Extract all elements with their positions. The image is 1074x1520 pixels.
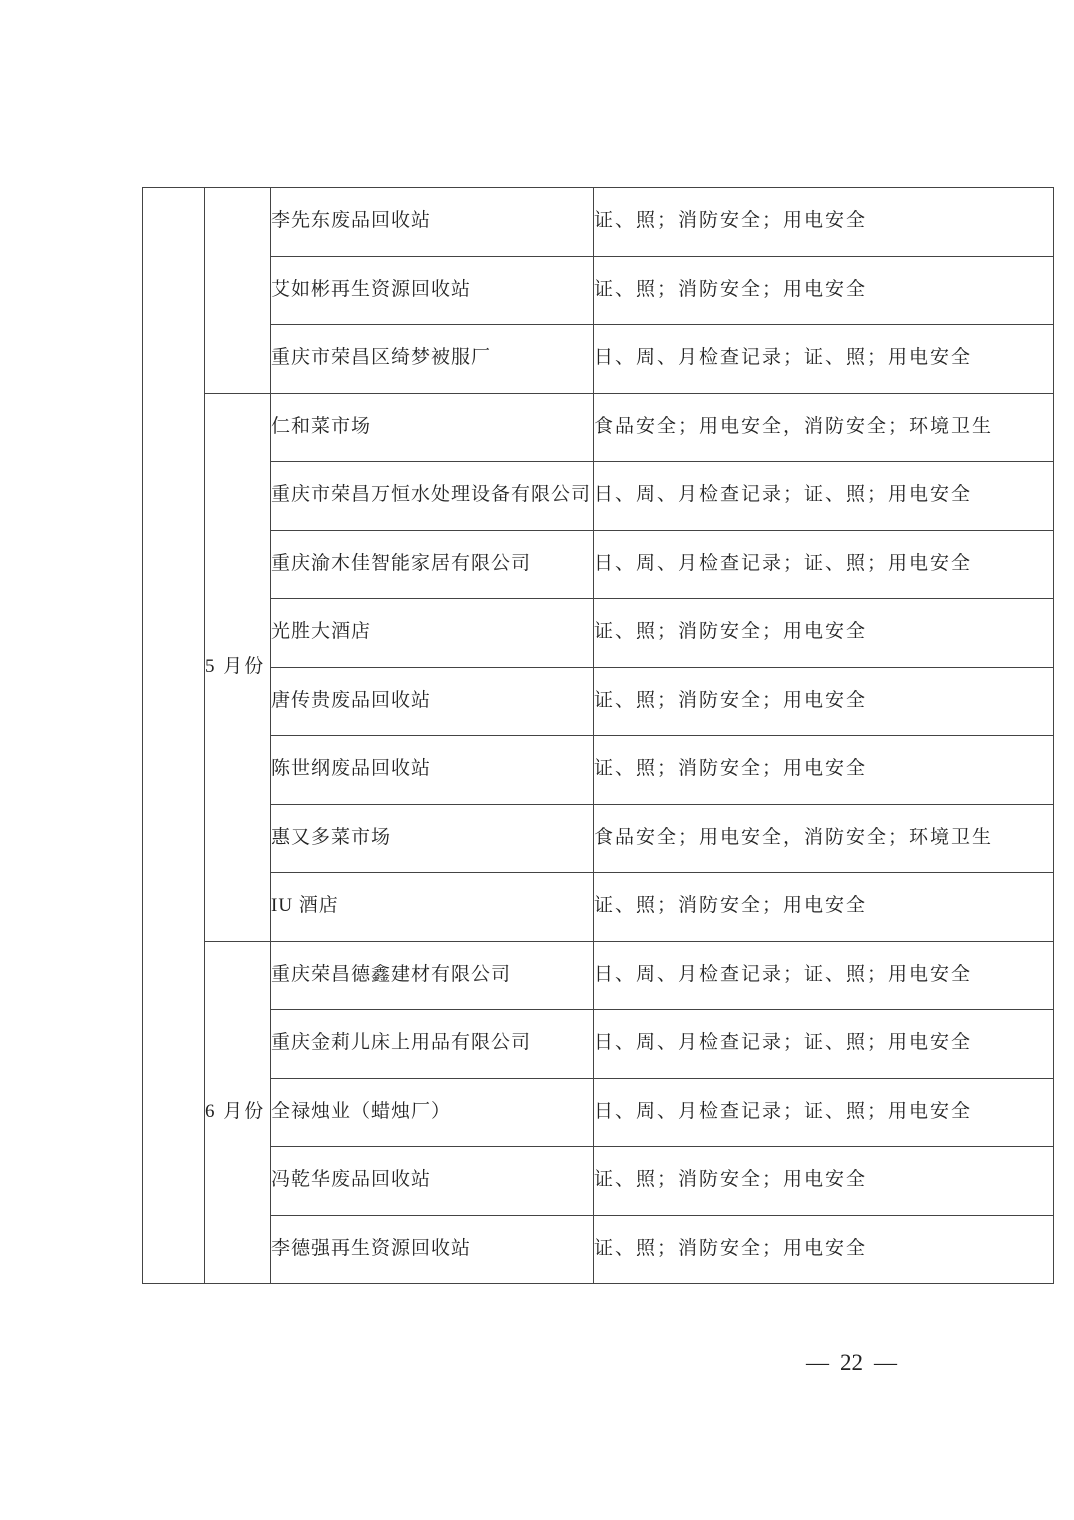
table-row	[143, 941, 1054, 1010]
inspection-items-cell: 证、照；消防安全；用电安全	[594, 1147, 1054, 1216]
inspection-items-cell: 日、周、月检查记录；证、照；用电安全	[594, 1010, 1054, 1079]
site-name-cell: 重庆金莉儿床上用品有限公司	[271, 1010, 594, 1079]
inspection-table	[142, 187, 1054, 1284]
month-label-cell	[205, 188, 271, 394]
table-row	[143, 1147, 1054, 1216]
month-label-cell: 6 月份	[205, 941, 271, 1284]
inspection-items-cell: 证、照；消防安全；用电安全	[594, 1215, 1054, 1284]
site-name-cell: 李先东废品回收站	[271, 188, 594, 257]
footer-page-number: 22	[840, 1350, 863, 1375]
site-name-cell: 艾如彬再生资源回收站	[271, 256, 594, 325]
table-row	[143, 1010, 1054, 1079]
site-name-cell: 全禄烛业（蜡烛厂）	[271, 1078, 594, 1147]
left-spanner-cell	[143, 188, 205, 1284]
site-name-cell: 重庆渝木佳智能家居有限公司	[271, 530, 594, 599]
table-row	[143, 325, 1054, 394]
footer-left-dash: —	[806, 1350, 829, 1375]
table-row	[143, 599, 1054, 668]
inspection-items-cell: 日、周、月检查记录；证、照；用电安全	[594, 462, 1054, 531]
site-name-cell: 陈世纲废品回收站	[271, 736, 594, 805]
site-name-cell: 重庆市荣昌万恒水处理设备有限公司	[271, 462, 594, 531]
inspection-items-cell: 日、周、月检查记录；证、照；用电安全	[594, 941, 1054, 1010]
table-row	[143, 256, 1054, 325]
table-row	[143, 873, 1054, 942]
inspection-items-cell: 日、周、月检查记录；证、照；用电安全	[594, 1078, 1054, 1147]
inspection-items-cell: 证、照；消防安全；用电安全	[594, 256, 1054, 325]
footer-right-dash: —	[874, 1350, 897, 1375]
inspection-items-cell: 证、照；消防安全；用电安全	[594, 873, 1054, 942]
site-name-cell: 唐传贵废品回收站	[271, 667, 594, 736]
inspection-items-cell: 食品安全；用电安全，消防安全；环境卫生	[594, 804, 1054, 873]
table-row	[143, 667, 1054, 736]
site-name-cell: 重庆市荣昌区绮梦被服厂	[271, 325, 594, 394]
inspection-items-cell: 证、照；消防安全；用电安全	[594, 667, 1054, 736]
site-name-cell: 李德强再生资源回收站	[271, 1215, 594, 1284]
table-row	[143, 804, 1054, 873]
inspection-items-cell: 证、照；消防安全；用电安全	[594, 599, 1054, 668]
table-row	[143, 462, 1054, 531]
inspection-items-cell: 食品安全；用电安全，消防安全；环境卫生	[594, 393, 1054, 462]
table-row	[143, 1215, 1054, 1284]
page-footer	[806, 1350, 897, 1376]
site-name-cell: 光胜大酒店	[271, 599, 594, 668]
table-row	[143, 530, 1054, 599]
table-row	[143, 1078, 1054, 1147]
site-name-cell: IU 酒店	[271, 873, 594, 942]
inspection-items-cell: 证、照；消防安全；用电安全	[594, 736, 1054, 805]
table-row	[143, 188, 1054, 257]
site-name-cell: 惠又多菜市场	[271, 804, 594, 873]
table-row	[143, 393, 1054, 462]
site-name-cell: 重庆荣昌德鑫建材有限公司	[271, 941, 594, 1010]
site-name-cell: 冯乾华废品回收站	[271, 1147, 594, 1216]
month-label-cell: 5 月份	[205, 393, 271, 941]
inspection-items-cell: 证、照；消防安全；用电安全	[594, 188, 1054, 257]
table-row	[143, 736, 1054, 805]
inspection-items-cell: 日、周、月检查记录；证、照；用电安全	[594, 325, 1054, 394]
inspection-items-cell: 日、周、月检查记录；证、照；用电安全	[594, 530, 1054, 599]
site-name-cell: 仁和菜市场	[271, 393, 594, 462]
